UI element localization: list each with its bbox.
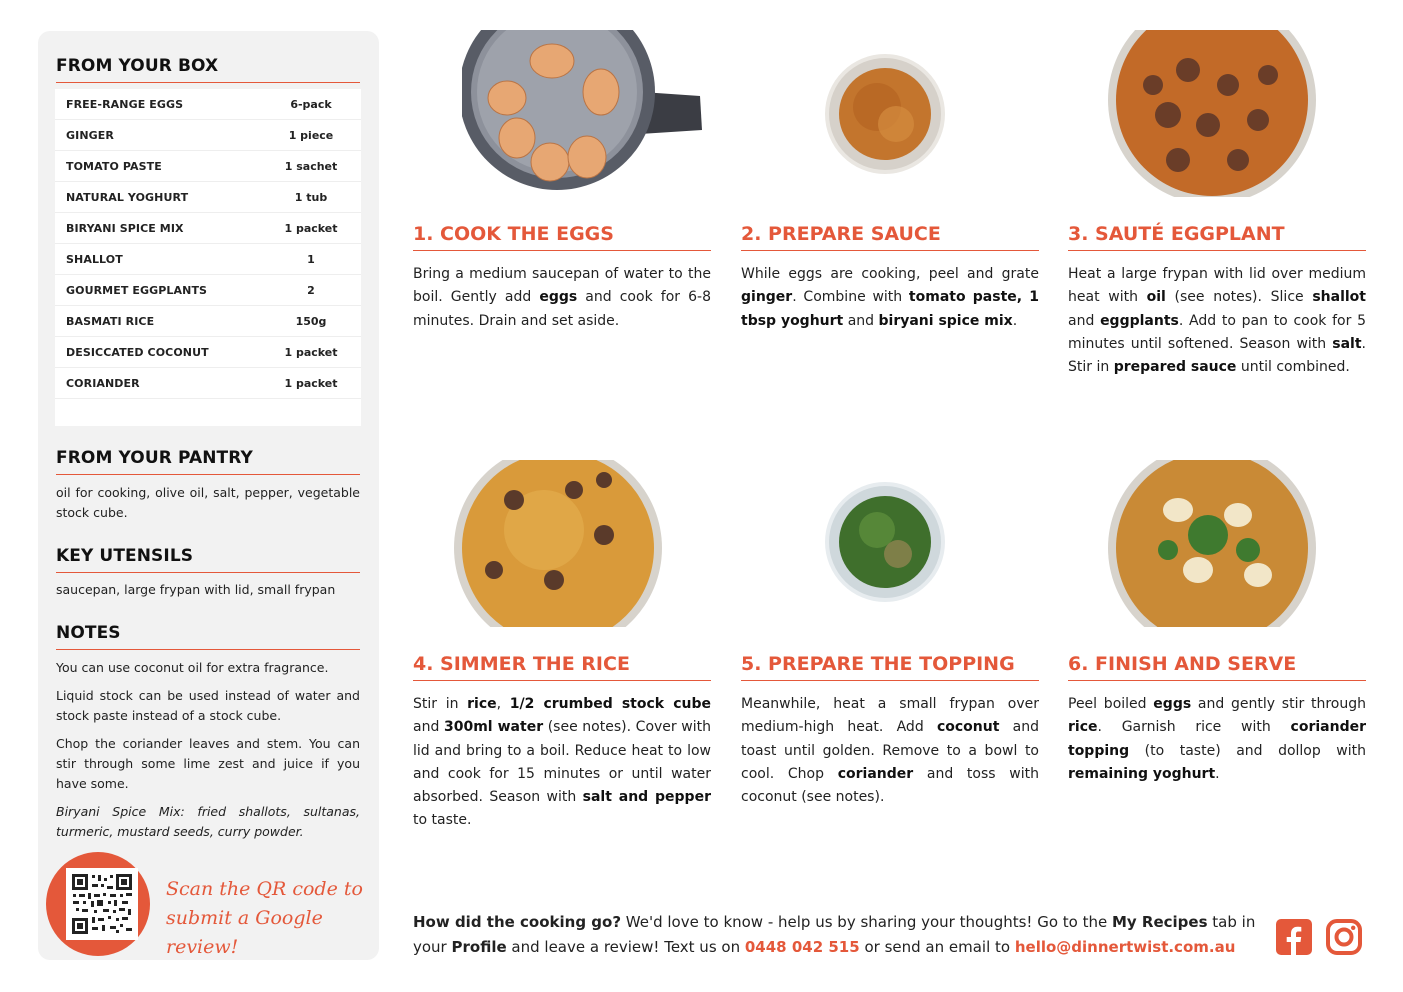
instruction-text: Meanwhile, heat a small frypan over medium-high heat. Add <box>741 696 1039 736</box>
ingredient-highlight: prepared sauce <box>1113 359 1237 376</box>
ingredient-highlight: eggplants <box>1100 312 1179 329</box>
ingredient-qty: 2 <box>307 283 315 297</box>
instruction-text: Stir in <box>413 696 468 712</box>
ingredient-row <box>55 275 361 306</box>
ingredient-name: BASMATI RICE <box>66 314 155 328</box>
ingredient-highlight: eggs <box>539 289 578 306</box>
ingredient-highlight: oil <box>1146 289 1166 306</box>
step-title: 2. PREPARE SAUCE <box>741 223 1039 251</box>
ingredient-qty: 150g <box>295 314 327 328</box>
instruction-text: While eggs are cooking, peel and grate <box>741 266 1039 282</box>
footer-text: and leave a review! Text us on <box>506 938 745 956</box>
ingredient-highlight: tomato paste, 1 tbsp yoghurt <box>741 289 1040 329</box>
instruction-text: and gently stir through <box>1191 696 1366 712</box>
box-title: FROM YOUR BOX <box>56 56 360 83</box>
qr-code-icon[interactable] <box>66 868 138 940</box>
my-recipes-link[interactable]: My Recipes <box>1111 913 1208 931</box>
ingredient-qty: 1 packet <box>284 376 338 390</box>
instruction-text: (see notes). Slice <box>1165 289 1313 306</box>
step-4 <box>413 653 711 833</box>
ingredient-highlight: salt <box>1332 335 1362 352</box>
instruction-text: and <box>1068 312 1101 329</box>
ingredient-highlight: biryani spice mix <box>878 312 1013 329</box>
ingredient-highlight: ginger <box>741 289 793 306</box>
ingredient-row <box>55 89 361 120</box>
step-body <box>1068 263 1366 379</box>
ingredient-qty: 1 <box>307 252 315 266</box>
ingredient-qty: 6-pack <box>290 97 332 111</box>
ingredient-name: DESICCATED COCONUT <box>66 345 209 359</box>
instruction-text: . Garnish rice with <box>1097 719 1291 736</box>
ingredient-row <box>55 244 361 275</box>
pantry-title: FROM YOUR PANTRY <box>56 448 360 475</box>
eggplant-pan-photo <box>1108 30 1316 197</box>
instruction-text: and cook for 6-8 minutes. Drain and set aside. <box>413 289 711 329</box>
instruction-text: (to taste) and dollop with <box>1129 742 1366 759</box>
step-title: 1. COOK THE EGGS <box>413 223 711 251</box>
instruction-text: . Add to pan to cook for 5 minutes until softened. Season with <box>1068 312 1366 352</box>
step-title: 3. SAUTÉ EGGPLANT <box>1068 223 1366 251</box>
step-body <box>741 263 1039 333</box>
ingredient-row <box>55 337 361 368</box>
ingredient-qty: 1 packet <box>284 221 338 235</box>
instruction-text: and <box>413 719 444 736</box>
step-body <box>413 263 711 333</box>
spice-mix-note: Biryani Spice Mix: fried shallots, sultanas, turmeric, mustard seeds, curry powder. <box>56 804 360 839</box>
instruction-text: and <box>843 312 879 329</box>
footer-question: How did the cooking go? <box>413 913 622 931</box>
utensils-title: KEY UTENSILS <box>56 546 360 573</box>
facebook-icon[interactable] <box>1275 918 1313 956</box>
phone-link[interactable]: 0448 042 515 <box>744 938 860 956</box>
step-6 <box>1068 653 1366 786</box>
footer-text: tab in your <box>413 913 1256 956</box>
instruction-text: . <box>1215 765 1220 782</box>
ingredient-name: FREE-RANGE EGGS <box>66 97 184 111</box>
ingredient-highlight: salt and pepper <box>582 789 711 806</box>
ingredient-row <box>55 306 361 337</box>
qr-badge[interactable] <box>46 852 150 956</box>
note-item: You can use coconut oil for extra fragrance. <box>56 660 329 675</box>
ingredient-qty: 1 piece <box>288 128 334 142</box>
ingredient-highlight: 1/2 crumbed stock cube <box>509 696 711 712</box>
footer-text: or send an email to <box>859 938 1015 956</box>
profile-link[interactable]: Profile <box>451 938 507 956</box>
ingredient-highlight: rice <box>1068 719 1098 736</box>
ingredient-name: NATURAL YOGHURT <box>66 190 189 204</box>
step-title: 6. FINISH AND SERVE <box>1068 653 1366 681</box>
instruction-text: , <box>496 696 510 712</box>
notes-title: NOTES <box>56 623 360 650</box>
step-5 <box>741 653 1039 809</box>
feedback-footer <box>413 910 1263 960</box>
qr-caption-line: Scan the QR code to <box>166 878 363 900</box>
instruction-text: and toast until golden. Remove to a bowl to cool. Chop <box>741 719 1039 782</box>
instruction-text: Peel boiled <box>1068 696 1154 712</box>
ingredient-row <box>55 120 361 151</box>
ingredient-highlight: coriander topping <box>1068 719 1366 759</box>
qr-caption <box>166 875 366 962</box>
email-link[interactable]: hello@dinnertwist.com.au <box>1014 938 1236 956</box>
ingredient-qty: 1 tub <box>294 190 328 204</box>
utensils-text: saucepan, large frypan with lid, small frypan <box>56 582 336 597</box>
instruction-text: . <box>1012 312 1018 329</box>
step-2 <box>741 223 1039 333</box>
note-item: Chop the coriander leaves and stem. You can stir through some lime zest and juice if you have some. <box>56 736 360 791</box>
ingredient-name: SHALLOT <box>66 252 123 266</box>
instruction-text: until combined. <box>1236 359 1350 376</box>
step-body <box>413 693 711 833</box>
instruction-text: Heat a large frypan with lid over medium heat with <box>1068 266 1366 306</box>
ingredient-row <box>55 151 361 182</box>
instruction-text: . Combine with <box>792 289 909 306</box>
ingredient-highlight: 300ml water <box>443 719 544 736</box>
footer-text: We'd love to know - help us by sharing your thoughts! Go to the <box>621 913 1112 931</box>
rice-pan-photo <box>454 460 662 627</box>
instruction-text: . Stir in <box>1068 335 1366 376</box>
ingredient-highlight: eggs <box>1153 696 1192 712</box>
step-1 <box>413 223 711 333</box>
sidebar <box>38 31 379 960</box>
sauce-bowl-photo <box>822 52 948 176</box>
instruction-text: Bring a medium saucepan of water to the boil. Gently add <box>413 266 711 306</box>
ingredient-name: BIRYANI SPICE MIX <box>66 221 184 235</box>
ingredient-name: TOMATO PASTE <box>66 159 162 173</box>
finished-dish-photo <box>1108 460 1316 627</box>
step-title: 4. SIMMER THE RICE <box>413 653 711 681</box>
instruction-text: to taste. <box>413 812 472 829</box>
ingredient-name: CORIANDER <box>66 376 140 390</box>
ingredient-row <box>55 182 361 213</box>
eggs-saucepan-photo <box>462 30 707 197</box>
topping-bowl-photo <box>822 480 948 604</box>
instagram-icon[interactable] <box>1325 918 1363 956</box>
step-title: 5. PREPARE THE TOPPING <box>741 653 1039 681</box>
note-item: Liquid stock can be used instead of water and stock paste instead of a stock cube. <box>56 688 360 723</box>
ingredient-highlight: remaining yoghurt <box>1068 765 1216 782</box>
pantry-text: oil for cooking, olive oil, salt, pepper, vegetable stock cube. <box>56 485 360 520</box>
ingredient-highlight: rice <box>467 696 497 712</box>
step-3 <box>1068 223 1366 379</box>
qr-caption-line: submit a Google review! <box>166 907 323 958</box>
ingredient-row <box>55 213 361 244</box>
step-body <box>741 693 1039 809</box>
step-body <box>1068 693 1366 786</box>
ingredient-qty: 1 sachet <box>284 159 338 173</box>
instruction-text: (see notes). Cover with lid and bring to a boil. Reduce heat to low and cook for 15 minutes or until water absorbed. Season with <box>413 719 711 806</box>
ingredient-name: GINGER <box>66 128 114 142</box>
ingredient-highlight: coriander <box>837 765 914 782</box>
ingredient-qty: 1 packet <box>284 345 338 359</box>
ingredient-highlight: shallot <box>1312 289 1366 306</box>
ingredient-row <box>55 368 361 399</box>
ingredient-highlight: coconut <box>936 719 1000 736</box>
box-ingredients-table <box>55 89 361 426</box>
instruction-text: and toss with coconut (see notes). <box>741 765 1039 806</box>
notes-list <box>56 658 360 850</box>
ingredient-name: GOURMET EGGPLANTS <box>66 283 208 297</box>
